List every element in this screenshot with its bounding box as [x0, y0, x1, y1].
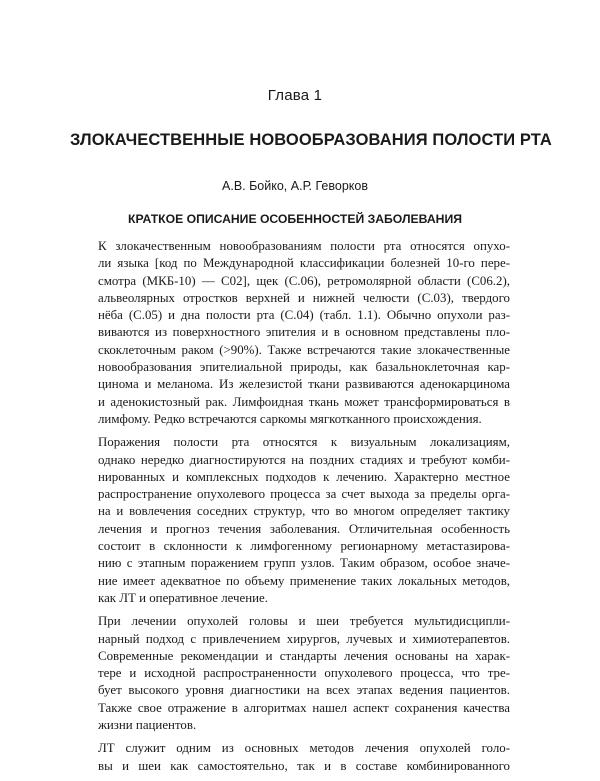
text-line: При лечении опухолей головы и шеи требуется мультидисципли-: [98, 614, 510, 629]
text-line: однако нередко диагностируются на поздних стадиях и требуют комби-: [98, 452, 510, 467]
text-line: бует высокого уровня диагностики на всех этапах ведения пациентов.: [98, 683, 510, 698]
text-line: лимфому. Редко встречаются саркомы мягкотканного происхождения.: [98, 411, 482, 426]
chapter-title: ЗЛОКАЧЕСТВЕННЫЕ НОВООБРАЗОВАНИЯ ПОЛОСТИ РТА: [70, 131, 552, 149]
text-line: нарный подход с привлечением хирургов, лучевых и химиотерапевтов.: [98, 631, 510, 646]
chapter-label: Глава 1: [267, 87, 323, 104]
text-line: распространение опухолевого процесса за счет выхода за пределы орга-: [98, 487, 510, 502]
text-line: жизни пациентов.: [98, 718, 197, 733]
text-line: ЛТ служит одним из основных методов лечения опухолей голо-: [98, 741, 510, 756]
book-page: [70, 0, 552, 773]
text-line: лечения и прогноз течения заболевания. Отличительная особенность: [98, 521, 510, 536]
text-line: альвеолярных отростков верхней и нижней челюсти (С.03), твердого: [98, 290, 510, 305]
text-line: нию с этапным поражением групп узлов. Таким образом, особое значе-: [98, 556, 510, 571]
text-line: Современные рекомендации и стандарты лечения основаны на харак-: [98, 648, 510, 663]
text-line: как ЛТ и оперативное лечение.: [98, 590, 268, 605]
text-line: виваются из поверхностного эпителия и в основном представлены пло-: [98, 325, 510, 340]
text-line: новообразования эпителиальной природы, как базальноклеточная кар-: [98, 360, 510, 375]
body-text: [80, 238, 510, 781]
chapter-authors: А.В. Бойко, А.Р. Геворков: [222, 179, 368, 193]
text-line: вы и шеи как самостоятельно, так и в составе комбинированного: [98, 758, 510, 773]
text-line: смотра (МКБ-10) — С02], щек (С.06), ретромолярной области (С06.2),: [98, 273, 510, 288]
text-line: состоит в склонности к лимфогенному регионарному метастазирова-: [98, 539, 510, 554]
text-line: Поражения полости рта относятся к визуальным локализациям,: [98, 435, 510, 450]
text-line: ли языка [код по Международной классификации болезней 10-го пере-: [98, 256, 510, 271]
text-line: на и вовлечения соседних структур, что во многом определяет тактику: [98, 504, 510, 519]
paragraph: [80, 613, 510, 734]
text-line: скоклеточным раком (>90%). Также встречаются такие злокачественные: [98, 342, 510, 357]
text-line: нированных и комплексных подходов к лечению. Характерно местное: [98, 469, 510, 484]
section-heading: КРАТКОЕ ОПИСАНИЕ ОСОБЕННОСТЕЙ ЗАБОЛЕВАНИЯ: [128, 212, 462, 226]
text-line: Также свое отражение в алгоритмах нашел аспект сохранения качества: [98, 700, 510, 715]
text-line: нёба (С.05) и дна полости рта (С.04) (табл. 1.1). Обычно опухоли раз-: [98, 308, 510, 323]
text-line: и аденокистозный рак. Лимфоидная ткань может трансформироваться в: [98, 394, 510, 409]
text-line: К злокачественным новообразованиям полости рта относятся опухо-: [98, 239, 510, 253]
text-line: ние имеет адекватное по объему применение таких локальных методов,: [98, 573, 510, 588]
text-line: цинома и меланома. Из железистой ткани развиваются аденокарцинома: [98, 377, 510, 392]
text-line: тере и исходной распространенности опухолевого процесса, что тре-: [98, 666, 510, 681]
paragraph: [80, 434, 510, 607]
paragraph: [80, 238, 510, 428]
paragraph: [80, 740, 510, 775]
